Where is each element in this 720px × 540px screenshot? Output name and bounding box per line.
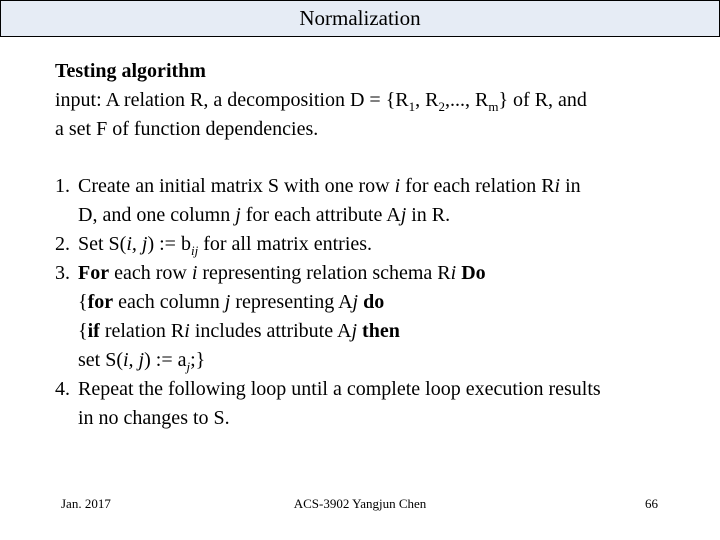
variable: j [235,204,241,226]
variable: i [450,262,457,284]
input-text: ,..., R [444,89,489,111]
variable: j [224,291,231,313]
step-2-line [55,230,715,259]
step-text: for all matrix entries. [198,233,373,255]
brace: { [78,320,88,342]
slide-title: Normalization [0,0,720,37]
step-number: 4. [55,378,70,400]
step-number: 3. [55,262,70,284]
step-text: ) := b [147,233,191,255]
variable: j [400,204,407,226]
variable: i [184,320,190,342]
input-line-2: a set F of function dependencies. [55,118,319,140]
step-text: for each attribute A [240,204,401,226]
step-3-line-3 [55,317,715,346]
keyword: Do [461,262,486,284]
step-3-line-4 [55,346,715,375]
keyword: do [363,291,385,313]
keyword: for [87,291,114,313]
step-1-line-2 [55,201,715,230]
subscript: m [488,99,499,114]
variable: i [394,175,401,197]
step-text: each row [109,262,192,284]
footer-date: Jan. 2017 [61,496,111,511]
keyword: then [362,320,400,342]
variable: i [554,175,561,197]
input-text: } of R, and [498,89,587,111]
subscript: 1 [408,99,416,114]
subscript: 2 [438,99,445,114]
step-3-line-2 [55,288,715,317]
subscript: ij [190,243,199,258]
variable: i, j [123,349,145,371]
variable: i [191,262,198,284]
step-1-line-1 [55,172,715,201]
step-text: representing A [230,291,353,313]
step-text: Set S( [78,233,127,255]
keyword: For [78,262,110,284]
step-number: 2. [55,233,70,255]
step-text: each column [113,291,225,313]
variable: j [351,320,358,342]
step-4-line-1 [55,375,715,404]
variable: j [352,291,359,313]
step-text: relation R [99,320,185,342]
step-text: ) := a [144,349,187,371]
brace: { [78,291,88,313]
step-3-line-1 [55,259,715,288]
input-line-1 [55,86,715,115]
spacer [55,144,715,172]
step-text: in [560,175,581,197]
step-text: ;} [190,349,206,371]
subscript: j [186,359,191,374]
slide-content [55,57,715,433]
input-text: input: A relation R, a decomposition D = {R [55,89,409,111]
step-4-line-2: in no changes to S. [78,407,230,429]
algorithm-heading: Testing algorithm [55,60,206,82]
step-text: representing relation schema R [197,262,451,284]
variable: i, j [126,233,148,255]
step-number: 1. [55,175,70,197]
keyword: if [87,320,100,342]
step-text: Create an initial matrix S with one row [78,175,395,197]
step-text: set S( [78,349,123,371]
step-text: for each relation R [400,175,555,197]
step-text: D, and one column [78,204,236,226]
step-text: Repeat the following loop until a complete loop execution results [78,378,601,400]
footer-page-number: 66 [645,496,658,511]
footer-course: ACS-3902 Yangjun Chen [293,496,427,511]
input-text: , R [415,89,439,111]
step-text: includes attribute A [189,320,352,342]
step-text: in R. [406,204,451,226]
